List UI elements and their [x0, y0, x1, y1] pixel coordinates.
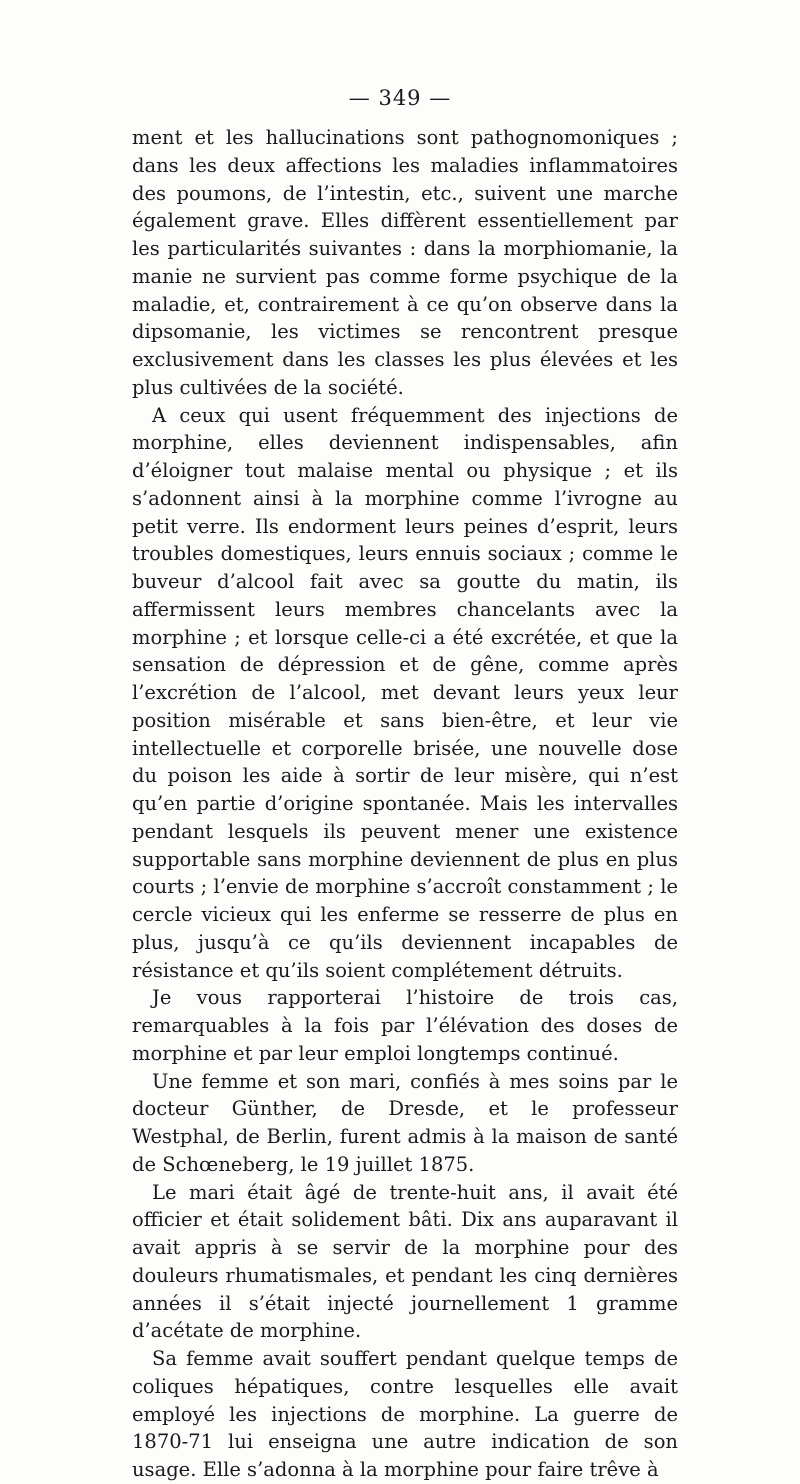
page-number: — 349 —: [348, 86, 452, 110]
paragraph: Sa femme avait souffert pendant quelque temps de coliques hépatiques, contre lesquelles elle avait employé les injections de morphine. La guerre de 1870-71 lui enseigna une autre indication de son usage. Elle s’adonna à la morphine pour faire trêve à: [132, 1347, 678, 1481]
paragraph: ment et les hallucinations sont pathognomoniques ; dans les deux affections les maladies inflammatoires des poumons, de l’intestin, etc., suivent une marche également grave. Elles diffèrent essentiellement par les particularités suivantes : dans la morphiomanie, la manie ne survient pas comme forme psychique de la maladie, et, contrairement à ce qu’on observe dans la dipsomanie, les victimes se rencontrent presque exclusivement dans les classes les plus élevées et les plus cultivées de la société.: [132, 126, 678, 399]
paragraph: A ceux qui usent fréquemment des injections de morphine, elles deviennent indispensables, afin d’éloigner tout malaise mental ou physique ; et ils s’adonnent ainsi à la morphine comme l’ivrogne au petit verre. Ils endorment leurs peines d’esprit, leurs troubles domestiques, leurs ennuis sociaux ; comme le buveur d’alcool fait avec sa goutte du matin, ils affermissent leurs membres chancelants avec la morphine ; et lorsque celle-ci a été excrétée, et que la sensation de dépression et de gêne, comme après l’excrétion de l’alcool, met devant leurs yeux leur position misérable et sans bien-être, et leur vie intellectuelle et corporelle brisée, une nouvelle dose du poison les aide à sortir de leur misère, qui n’est qu’en partie d’origine spontanée. Mais les intervalles pendant lesquels ils peuvent mener une existence supportable sans morphine deviennent de plus en plus courts ; l’envie de morphine s’accroît constamment ; le cercle vicieux qui les enferme se resserre de plus en plus, jusqu’à ce qu’ils deviennent incapables de résistance et qu’ils soient complétement détruits.: [132, 403, 678, 982]
paragraph: Le mari était âgé de trente-huit ans, il avait été officier et était solidement bâti. Dix ans auparavant il avait appris à se servir de la morphine pour des douleurs rhumatismales, et pendant les cinq dernières années il s’était injecté journellement 1 gramme d’acétate de morphine.: [132, 1180, 678, 1343]
body-text: [132, 124, 678, 1484]
paragraph: Une femme et son mari, confiés à mes soins par le docteur Günther, de Dresde, et le professeur Westphal, de Berlin, furent admis à la maison de santé de Schœneberg, le 19 juillet 1875.: [132, 1069, 678, 1176]
paragraph: Je vous rapporterai l’histoire de trois cas, remarquables à la fois par l’élévation des doses de morphine et par leur emploi longtemps continué.: [132, 986, 678, 1065]
